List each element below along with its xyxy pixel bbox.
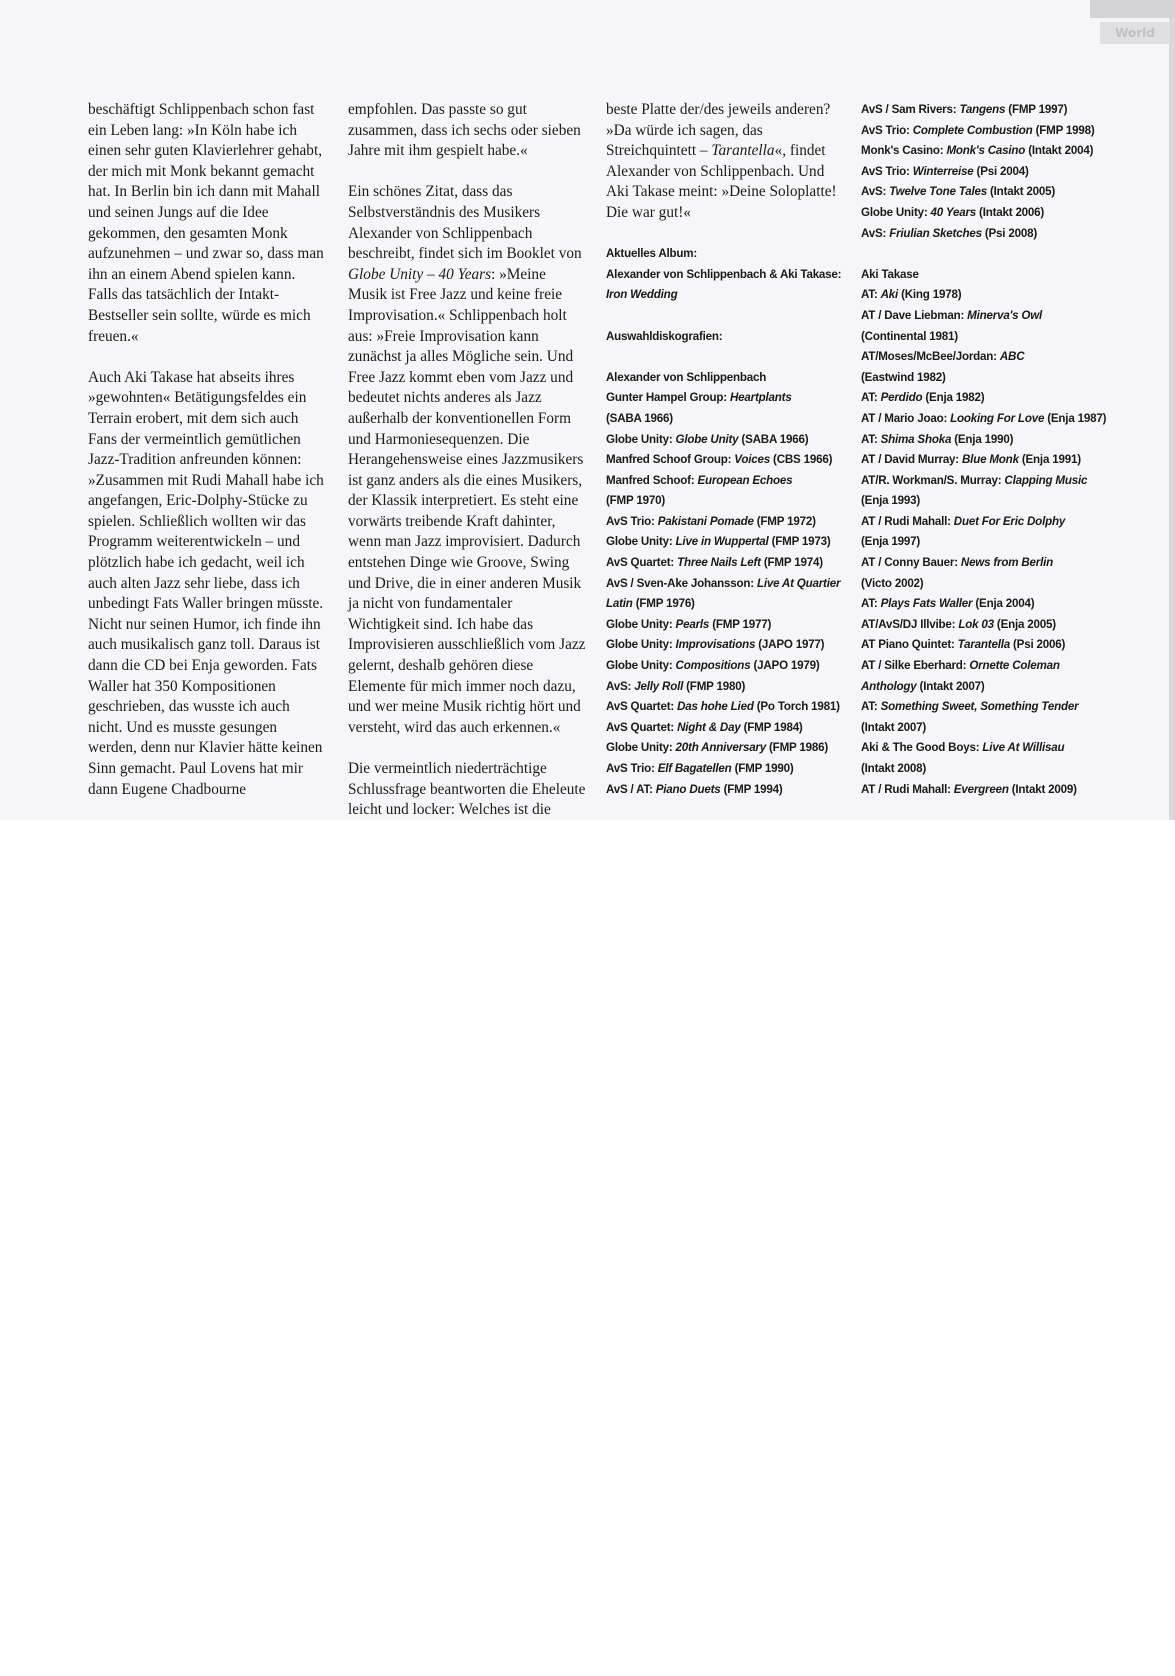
album-title: Tarantella [957,638,1010,652]
header-tab-strip [1090,0,1175,18]
discography-entry: AT Piano Quintet: Tarantella (Psi 2006) [861,638,1066,652]
discography-entry: Globe Unity: Live in Wuppertal (FMP 1973) [606,535,831,549]
discography-entry: AT: Shima Shoka (Enja 1990) [861,432,1014,446]
col1-paragraph-1: beschäftigt Schlippenbach schon fast ein Leben lang: »In Köln habe ich einen sehr guten Klavierlehrer gehabt, der mich mit Monk bekannt gemacht hat. In Berlin bin ich dann mit Mahall und seinen Jungs auf die Idee gekommen, den gesamten Monk aufzunehmen – und zwar so, dass man ihn an einem Abend spielen kann. Falls das tatsächlich der Intakt-Bestseller sein sollte, würde es mich freuen.« [88,101,324,345]
album-title: Live in Wuppertal [675,535,769,549]
col2-paragraph-1: empfohlen. Das passte so gut zusammen, dass ich sechs oder sieben Jahre mit ihm gespielt habe.« [348,101,581,160]
discography-entry: Globe Unity: 40 Years (Intakt 2006) [861,205,1045,219]
album-title: Improvisations [675,638,756,652]
album-title: Night & Day [677,720,741,734]
discography-entry: AvS: Jelly Roll (FMP 1980) [606,679,746,693]
album-title: 20th Anniversary [675,741,766,755]
discography-entry-wrap: (FMP 1970) [606,494,665,508]
album-title: Piano Duets [655,782,721,796]
album-title: Minerva's Owl [967,308,1043,322]
album-title: Winterreise [912,164,974,178]
discography-entry: Globe Unity: Pearls (FMP 1977) [606,617,772,631]
album-title: Compositions [675,659,751,673]
album-title: News from Berlin [960,556,1054,570]
discography-entry: AT: Aki (King 1978) [861,288,962,302]
album-title: Tangens [959,103,1006,116]
discography-entry-wrap: (Continental 1981) [861,329,958,343]
article-column-2 [348,100,586,841]
album-title: Pakistani Pomade [657,514,754,528]
album-title: Globe Unity [675,432,739,446]
album-title: Voices [734,453,771,467]
discography-entry: Globe Unity: Improvisations (JAPO 1977) [606,638,825,652]
col3-paragraph-1: beste Platte der/des jeweils anderen? »Da würde ich sagen, das Streichquintett – Tarantella«, findet Alexander von Schlippenbach. Und Aki Takase meint: »Deine Soloplatte! Die war gut!« [606,101,837,221]
discography-entry: AT / Dave Liebman: Minerva's Owl [861,308,1043,322]
album-title: Blue Monk [962,453,1019,467]
discography-entry: AvS Trio: Winterreise (Psi 2004) [861,164,1029,178]
page-edge-shadow [1169,0,1175,820]
discography-entry: AvS Trio: Pakistani Pomade (FMP 1972) [606,514,816,528]
discography-entry: AvS Trio: Complete Combustion (FMP 1998) [861,123,1095,137]
discography-entry: AT/AvS/DJ Illvibe: Lok 03 (Enja 2005) [861,617,1056,631]
album-title: Duet For Eric Dolphy [953,514,1066,528]
album-title: Heartplants [729,391,792,405]
album-title: Perdido [880,391,923,405]
discography-entry-wrap: Latin (FMP 1976) [606,597,695,611]
album-title: Clapping Music [1004,473,1088,487]
album-title: Ornette Coleman [969,659,1060,673]
article-column-4 [861,100,1121,800]
col2-paragraph-3: Die vermeintlich niederträchtige Schlussfrage beantworten die Eheleute leicht und locker: Welches ist die [348,760,586,819]
discography-entry: Manfred Schoof: European Echoes [606,473,793,487]
discography-entry-wrap: (Eastwind 1982) [861,370,946,384]
album-title: European Echoes [697,473,793,487]
discography-entry-wrap: (Intakt 2007) [861,720,927,734]
discography-entry: AT: Perdido (Enja 1982) [861,391,985,405]
album-title: Shima Shoka [880,432,952,446]
discography-entry: AT / Rudi Mahall: Evergreen (Intakt 2009) [861,782,1077,796]
album-title: Something Sweet, Something Tender [880,700,1079,714]
album-title: Live At Quartier [756,576,841,590]
at-discography-list [861,285,1121,800]
album-title: 40 Years [930,205,977,219]
avs-discography-list [606,388,846,800]
discography-entry: AvS / AT: Piano Duets (FMP 1994) [606,782,783,796]
discography-entry-wrap: (Victo 2002) [861,576,924,590]
discography-entry: AvS Quartet: Night & Day (FMP 1984) [606,720,803,734]
album-title: Three Nails Left [677,556,761,570]
album-info [606,244,846,800]
discography-entry: AvS / Sven-Ake Johansson: Live At Quartier [606,576,841,590]
discography-entry: Aki & The Good Boys: Live At Willisau [861,741,1065,755]
discography-entry: Manfred Schoof Group: Voices (CBS 1966) [606,453,833,467]
discography-entry: AT / Conny Bauer: News from Berlin [861,556,1054,570]
discography-entry: AvS Trio: Elf Bagatellen (FMP 1990) [606,762,794,775]
avs-discography-list-continued [861,100,1121,244]
album-title: Plays Fats Waller [880,597,973,611]
discography-entry: Globe Unity: 20th Anniversary (FMP 1986) [606,741,829,755]
header-tab-label: World [1100,22,1170,44]
article-column-3 [606,100,846,800]
discography-entry: AvS / Sam Rivers: Tangens (FMP 1997) [861,103,1068,116]
album-title: Evergreen [953,782,1009,796]
discography-entry: AvS Quartet: Das hohe Lied (Po Torch 1981) [606,700,840,714]
discography-entry: Gunter Hampel Group: Heartplants [606,391,792,405]
discography-entry: AT / Rudi Mahall: Duet For Eric Dolphy [861,514,1066,528]
discography-entry: Globe Unity: Globe Unity (SABA 1966) [606,432,809,446]
at-heading: Aki Takase [861,267,919,281]
album-title: Jelly Roll [634,679,684,693]
article-column-1 [88,100,326,821]
col2-paragraph-2: Ein schönes Zitat, dass das Selbstverständnis des Musikers Alexander von Schlippenbach beschreibt, findet sich im Booklet von Globe Unity – 40 Years: »Meine Musik ist Free Jazz und keine freie Improvisation.« Schlippenbach holt aus: »Freie Improvisation kann zunächst ja alles Mögliche sein. Und Free Jazz kommt eben vom Jazz und bedeutet nichts anderes als Jazz außerhalb der konventionellen Form und Harmoniesequenzen. Die Herangehensweise eines Jazzmusikers ist ganz anders als die eines Musikers, der Klassik interpretiert. Es steht eine vorwärts treibende Kraft dahinter, wenn man Jazz improvisiert. Dadurch entstehen Dinge wie Groove, Swing und Drive, die in einer anderen Musik ja nicht von fundamentaler Wichtigkeit sind. Ich habe das Improvisieren ausschließlich vom Jazz gelernt, deshalb gehören diese Elemente für mich immer noch dazu, und wer meine Musik richtig hört und versteht, wird das auch erkennen.« [348,183,586,736]
discography-entry: AT/Moses/McBee/Jordan: ABC [861,350,1025,364]
col1-paragraph-2: Auch Aki Takase hat abseits ihres »gewohnten« Betätigungsfeldes ein Terrain erobert, mit dem sich auch Fans der vermeintlich gemütlichen Jazz-Tradition anfreunden können: »Zusammen mit Rudi Mahall habe ich angefangen, Eric-Dolphy-Stücke zu spielen. Schließlich wollten wir das Programm weiterentwickeln – und plötzlich habe ich gedacht, weil ich auch alten Jazz sehr liebe, dass ich unbedingt Fats Waller bringen müsste. Nicht nur seinen Humor, ich finde ihn auch musikalisch ganz toll. Daraus ist dann die CD bei Enja geworden. Fats Waller hat 350 Kompositionen geschrieben, das wusste ich auch nicht. Und es musste gesungen werden, denn nur Klavier hätte keinen Sinn gemacht. Paul Lovens hat mir dann Eugene Chadbourne [88,368,324,798]
album-title: Live At Willisau [982,741,1065,755]
discography-entry: AT/R. Workman/S. Murray: Clapping Music [861,473,1088,487]
album-title: Aki [880,288,899,302]
discography-entry: AT: Something Sweet, Something Tender [861,700,1079,714]
album-title: Elf Bagatellen [657,762,732,775]
discography-heading: Auswahldiskografien: [606,329,723,343]
album-title: ABC [999,350,1025,364]
quintet-title: Tarantella [711,142,775,160]
album-title: Looking For Love [950,411,1045,425]
album-title: Lok 03 [958,617,994,631]
discography-entry-wrap: (Intakt 2008) [861,762,927,775]
discography-entry: AvS Quartet: Three Nails Left (FMP 1974) [606,556,823,570]
album-title: Monk's Casino [946,144,1026,158]
discography-entry-wrap: (Enja 1993) [861,494,921,508]
discography-entry: AT: Plays Fats Waller (Enja 2004) [861,597,1035,611]
album-artist: Alexander von Schlippenbach & Aki Takase: [606,267,842,281]
avs-heading: Alexander von Schlippenbach [606,370,767,384]
discography-entry: AvS: Friulian Sketches (Psi 2008) [861,226,1037,240]
discography-entry-wrap: (SABA 1966) [606,411,673,425]
discography-entry: AT / David Murray: Blue Monk (Enja 1991) [861,453,1081,467]
booklet-title: Globe Unity – 40 Years [348,265,492,283]
album-title: Pearls [675,617,710,631]
discography-entry: Globe Unity: Compositions (JAPO 1979) [606,659,820,673]
discography-entry: Monk's Casino: Monk's Casino (Intakt 2004) [861,144,1094,158]
album-title: Twelve Tone Tales [889,185,987,199]
album-title: Das hohe Lied [677,700,754,714]
discography-entry-wrap: Anthology (Intakt 2007) [861,679,985,693]
album-title: Friulian Sketches [889,226,982,240]
album-title: Iron Wedding [606,288,678,302]
discography-entry-wrap: (Enja 1997) [861,535,921,549]
album-title: Complete Combustion [912,123,1033,137]
album-heading: Aktuelles Album: [606,247,698,261]
discography-entry: AT / Mario Joao: Looking For Love (Enja 1987) [861,411,1107,425]
discography-entry: AvS: Twelve Tone Tales (Intakt 2005) [861,185,1056,199]
discography-entry: AT / Silke Eberhard: Ornette Coleman [861,659,1060,673]
